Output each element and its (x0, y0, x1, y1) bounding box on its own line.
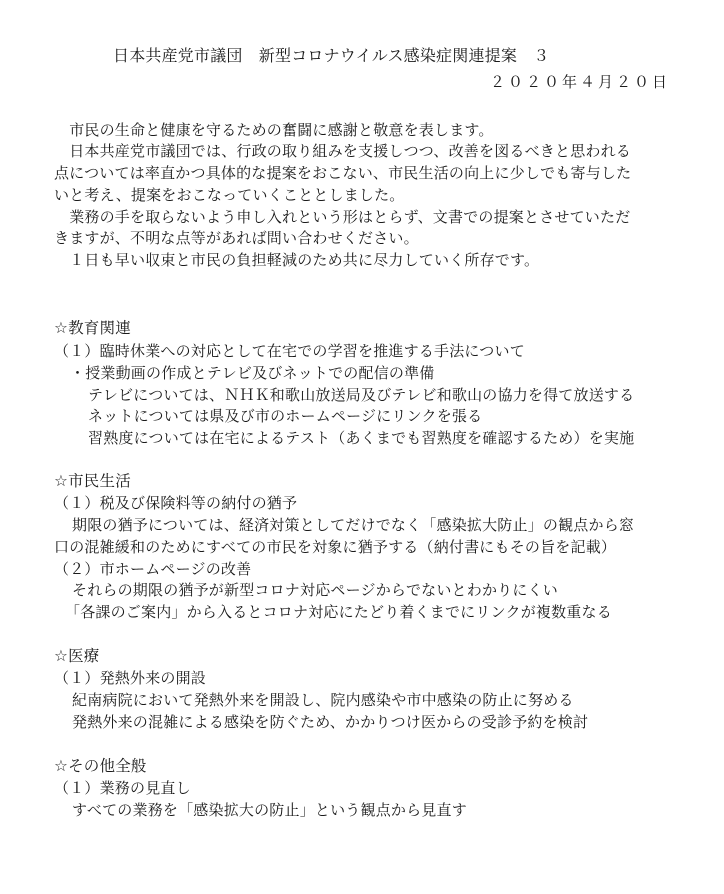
intro-line: 点については率直かつ具体的な提案をおこない、市民生活の向上に少しでも寄与した (54, 164, 632, 182)
education-detail: 習熟度については在宅によるテスト（あくまでも習熟度を確認するため）を実施 (88, 429, 635, 447)
general-item: （１）業務の見直し (54, 779, 191, 797)
education-detail: テレビについては、ＮＨＫ和歌山放送局及びテレビ和歌山の協力を得て放送する (88, 386, 635, 404)
section-heading-medical: ☆医療 (54, 647, 100, 665)
document-title: 日本共産党市議団 新型コロナウイルス感染症関連提案 ３ (113, 46, 550, 65)
section-heading-civic: ☆市民生活 (54, 472, 131, 490)
education-detail: ネットについては県及び市のホームページにリンクを張る (88, 407, 483, 425)
civic-detail: 期限の猶予については、経済対策としてだけでなく「感染拡大防止」の観点から窓 (72, 516, 635, 534)
section-heading-education: ☆教育関連 (54, 319, 131, 337)
civic-detail: 「各課のご案内」から入るとコロナ対応にたどり着くまでにリンクが複数重なる (65, 603, 612, 621)
medical-detail: 紀南病院において発熱外来を開設し、院内感染や市中感染の防止に努める (72, 691, 574, 709)
document-date: ２０２０年４月２０日 (489, 73, 670, 91)
intro-line: 日本共産党市議団では、行政の取り組みを支援しつつ、改善を図るべきと思われる (54, 142, 632, 160)
intro-line: １日も早い収束と市民の負担軽減のため共に尽力していく所存です。 (54, 251, 540, 269)
intro-line: いと考え、提案をおこなっていくこととしました。 (54, 186, 405, 204)
education-item: （１）臨時休業への対応として在宅での学習を推進する手法について (54, 342, 525, 360)
civic-detail: 口の混雑緩和のためにすべての市民を対象に猶予する（納付書にもその旨を記載） (54, 538, 617, 556)
medical-detail: 発熱外来の混雑による感染を防ぐため、かかりつけ医からの受診予約を検討 (72, 713, 589, 731)
intro-line: きますが、不明な点等があれば問い合わせください。 (54, 229, 419, 247)
civic-detail: それらの期限の猶予が新型コロナ対応ページからでないとわかりにくい (72, 581, 558, 599)
education-bullet: ・授業動画の作成とテレビ及びネットでの配信の準備 (70, 364, 435, 382)
section-heading-general: ☆その他全般 (54, 757, 147, 775)
medical-item: （１）発熱外来の開設 (54, 669, 207, 687)
intro-line: 市民の生命と健康を守るための奮闘に感謝と敬意を表します。 (54, 121, 494, 139)
intro-line: 業務の手を取らないよう申し入れという形はとらず、文書での提案とさせていただ (54, 208, 631, 226)
general-detail: すべての業務を「感染拡大の防止」という観点から見直す (72, 801, 467, 819)
civic-item: （２）市ホームページの改善 (54, 560, 252, 578)
civic-item: （１）税及び保険料等の納付の猶予 (54, 494, 298, 512)
